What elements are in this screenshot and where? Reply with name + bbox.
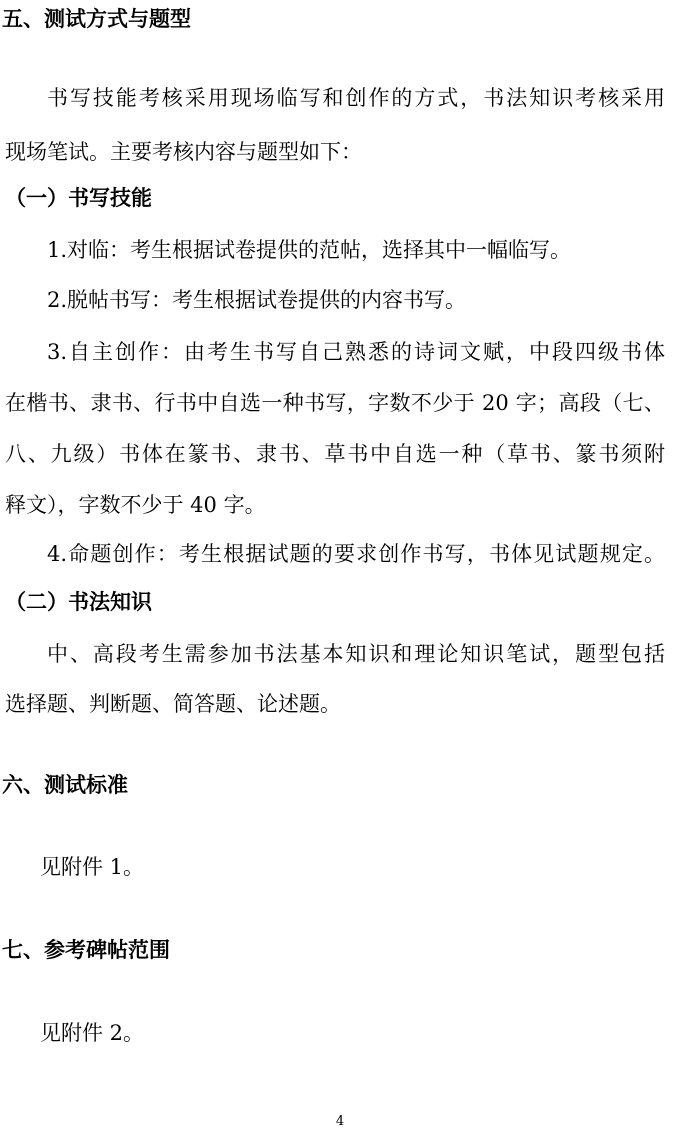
section-6-heading: 六、测试标准 [2, 773, 128, 797]
knowledge-text-line-1: 中、高段考生需参加书法基本知识和理论知识笔试，题型包括 [47, 642, 665, 666]
writing-item-3-line-2: 在楷书、隶书、行书中自选一种书写，字数不少于 20 字；高段（七、 [5, 391, 665, 415]
section-5-intro-line-1: 书写技能考核采用现场临写和创作的方式，书法知识考核采用 [47, 86, 665, 110]
section-7-heading: 七、参考碑帖范围 [2, 938, 170, 962]
section-5-intro-line-2: 现场笔试。主要考核内容与题型如下： [5, 140, 362, 164]
section-6-text: 见附件 1。 [40, 855, 145, 879]
writing-item-3-line-1: 3.自主创作：由考生书写自己熟悉的诗词文赋，中段四级书体 [47, 340, 665, 364]
section-5-heading: 五、测试方式与题型 [2, 7, 191, 31]
writing-item-4: 4.命题创作：考生根据试题的要求创作书写，书体见试题规定。 [47, 542, 665, 566]
subsection-writing-skills-heading: （一）书写技能 [5, 186, 152, 210]
knowledge-text-line-2: 选择题、判断题、简答题、论述题。 [5, 692, 341, 716]
section-7-text: 见附件 2。 [40, 1021, 145, 1045]
writing-item-2: 2.脱帖书写：考生根据试卷提供的内容书写。 [47, 288, 467, 312]
page-number: 4 [335, 1114, 345, 1129]
writing-item-1: 1.对临：考生根据试卷提供的范帖，选择其中一幅临写。 [47, 238, 572, 262]
writing-item-3-line-4: 释文），字数不少于 40 字。 [5, 493, 266, 517]
subsection-calligraphy-knowledge-heading: （二）书法知识 [5, 590, 152, 614]
writing-item-3-line-3: 八、九级）书体在篆书、隶书、草书中自选一种（草书、篆书须附 [5, 442, 665, 466]
